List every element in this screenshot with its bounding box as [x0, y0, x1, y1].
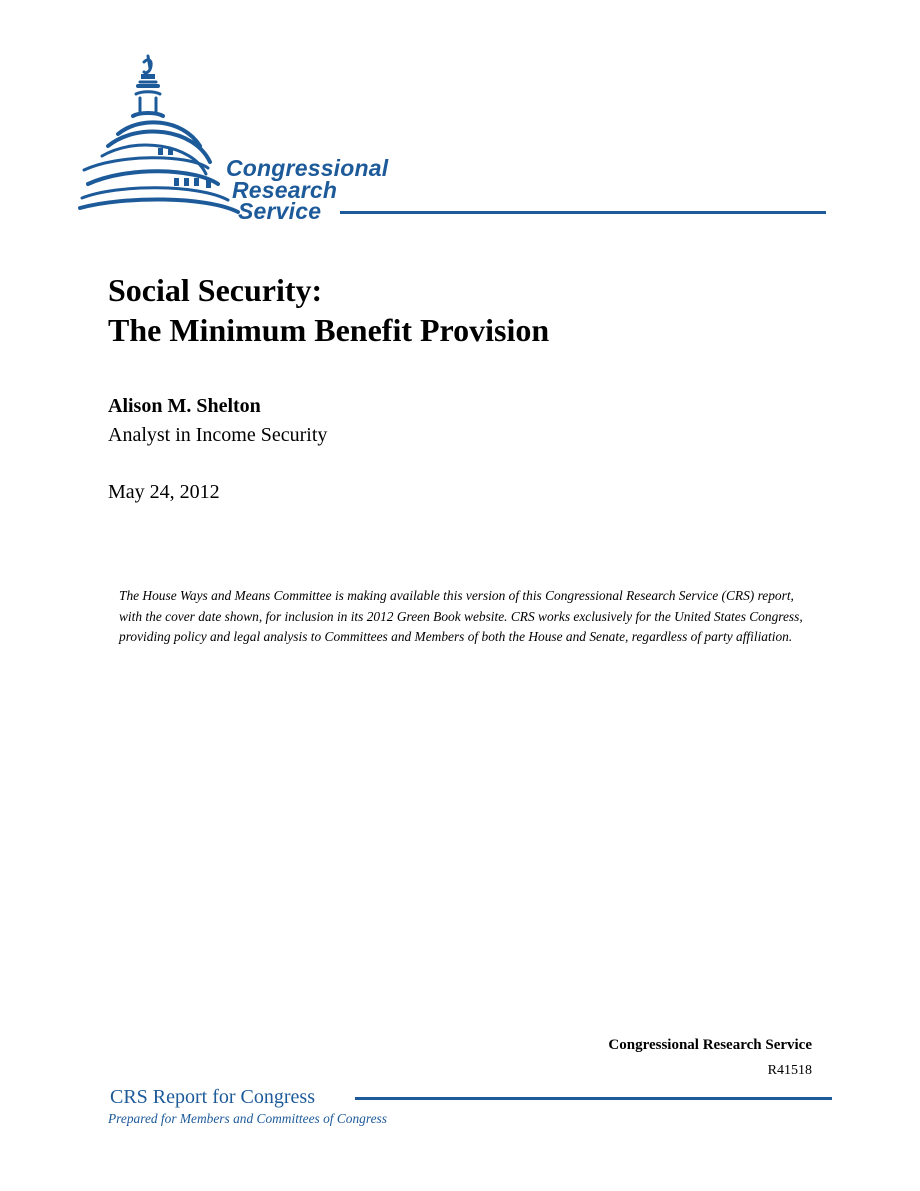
- crs-logo: [78, 50, 838, 225]
- title-line-1: Social Security:: [108, 272, 323, 308]
- footer-subtitle: Prepared for Members and Committees of Congress: [108, 1111, 387, 1126]
- logo-text-congressional: Congressional: [226, 155, 389, 181]
- logo-text-research: Research: [232, 177, 338, 203]
- distribution-notice: The House Ways and Means Committee is making available this version of this Congressional Research Service (CRS) report, with the cover date shown, for inclusion in its 2012 Green Book website. CRS works exclusively for the United States Congress, providing policy and legal analysis to Committees and Members of both the House and Senate, regardless of party affiliation.: [119, 588, 803, 644]
- footer-title: CRS Report for Congress: [110, 1086, 315, 1108]
- capitol-dome-icon: [78, 50, 258, 225]
- publisher-name: Congressional Research Service: [608, 1037, 812, 1053]
- report-title: [108, 270, 549, 350]
- author-name: Alison M. Shelton: [108, 395, 261, 417]
- title-line-2: The Minimum Benefit Provision: [108, 312, 550, 348]
- report-number: R41518: [767, 1063, 812, 1078]
- logo-divider: [340, 211, 826, 214]
- footer-divider: [355, 1097, 832, 1100]
- author-role: Analyst in Income Security: [108, 424, 328, 446]
- report-date: May 24, 2012: [108, 481, 220, 503]
- logo-text-service: Service: [238, 198, 322, 224]
